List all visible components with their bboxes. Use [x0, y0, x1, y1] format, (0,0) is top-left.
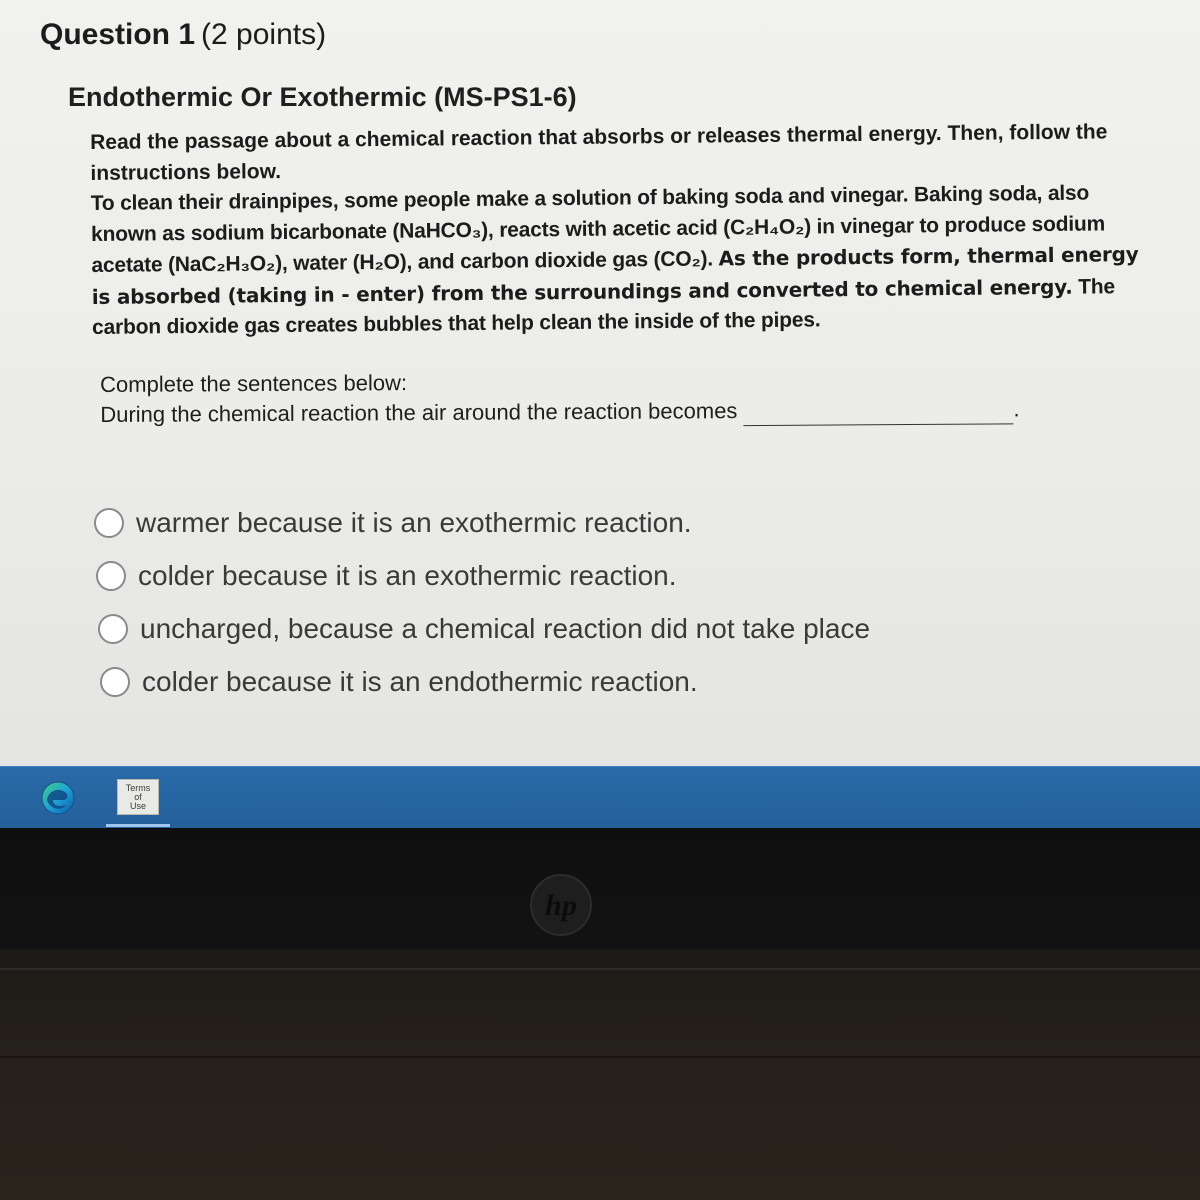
terms-of-use-button[interactable]: [106, 773, 170, 827]
edge-browser-icon: [38, 778, 78, 818]
answer-option-3[interactable]: [98, 602, 994, 655]
edge-browser-button[interactable]: [36, 778, 80, 818]
question-points: (2 points): [201, 18, 327, 51]
question-subtitle: Endothermic Or Exothermic (MS-PS1-6): [68, 82, 577, 112]
active-indicator: [106, 824, 170, 827]
taskbar: [0, 766, 1200, 829]
prompt-sentence: [100, 394, 1100, 430]
question-header: [40, 18, 326, 52]
prompt-instruction: Complete the sentences below:: [100, 370, 408, 397]
bezel-edge: [0, 968, 1200, 970]
passage-body-part1: To clean their drainpipes, some people make a solution of baking soda and vinegar. Baking soda, also known as sodium bicarbonate (NaHCO₃), reacts with acetic acid (C₂H₄O₂) in vinegar to produce sodium acetate (NaC₂H₃O₂), water (H₂O), and carbon dioxide gas (CO₂).: [90, 181, 1106, 277]
answer-option-label: colder because it is an endothermic reaction.: [142, 665, 698, 697]
terms-tile-line1: Terms: [125, 782, 151, 793]
keyboard-edge: [0, 1056, 1200, 1058]
terms-of-use-tile: [117, 779, 159, 815]
hp-logo-text: hp: [545, 889, 577, 922]
reading-passage: [90, 117, 1152, 344]
radio-button[interactable]: [94, 508, 124, 538]
radio-button[interactable]: [100, 667, 130, 697]
passage-body-part2: The carbon dioxide gas creates bubbles that help clean the inside of the pipes.: [91, 274, 1116, 339]
radio-button[interactable]: [96, 561, 126, 591]
answer-option-label: colder because it is an exothermic reaction.: [138, 559, 677, 591]
terms-tile-line2: of: [134, 791, 142, 802]
passage-body-emphasis: As the products form, thermal energy is absorbed (taking in - enter) from the surroundings and converted to chemical energy.: [91, 242, 1139, 309]
answer-option-2[interactable]: [96, 549, 994, 602]
answer-option-1[interactable]: [94, 496, 994, 549]
laptop-bezel: [0, 828, 1200, 1200]
answer-option-label: warmer because it is an exothermic reaction.: [136, 506, 692, 538]
hp-logo-icon: [528, 872, 594, 938]
prompt-sentence-text: During the chemical reaction the air around the reaction becomes: [100, 398, 738, 427]
answer-options: [94, 496, 994, 708]
passage-body: [91, 178, 1153, 344]
radio-button[interactable]: [98, 614, 128, 644]
answer-option-label: uncharged, because a chemical reaction did not take place: [140, 612, 871, 644]
question-prompt: [100, 364, 1100, 430]
answer-blank: [743, 401, 1013, 426]
question-title: Question 1: [40, 18, 196, 51]
passage-instructions: Read the passage about a chemical reaction that absorbs or releases thermal energy. Then, follow the instructions below.: [90, 120, 1108, 185]
answer-option-4[interactable]: [100, 655, 994, 708]
terms-tile-line3: Use: [129, 800, 146, 811]
prompt-sentence-end: .: [1013, 396, 1020, 422]
